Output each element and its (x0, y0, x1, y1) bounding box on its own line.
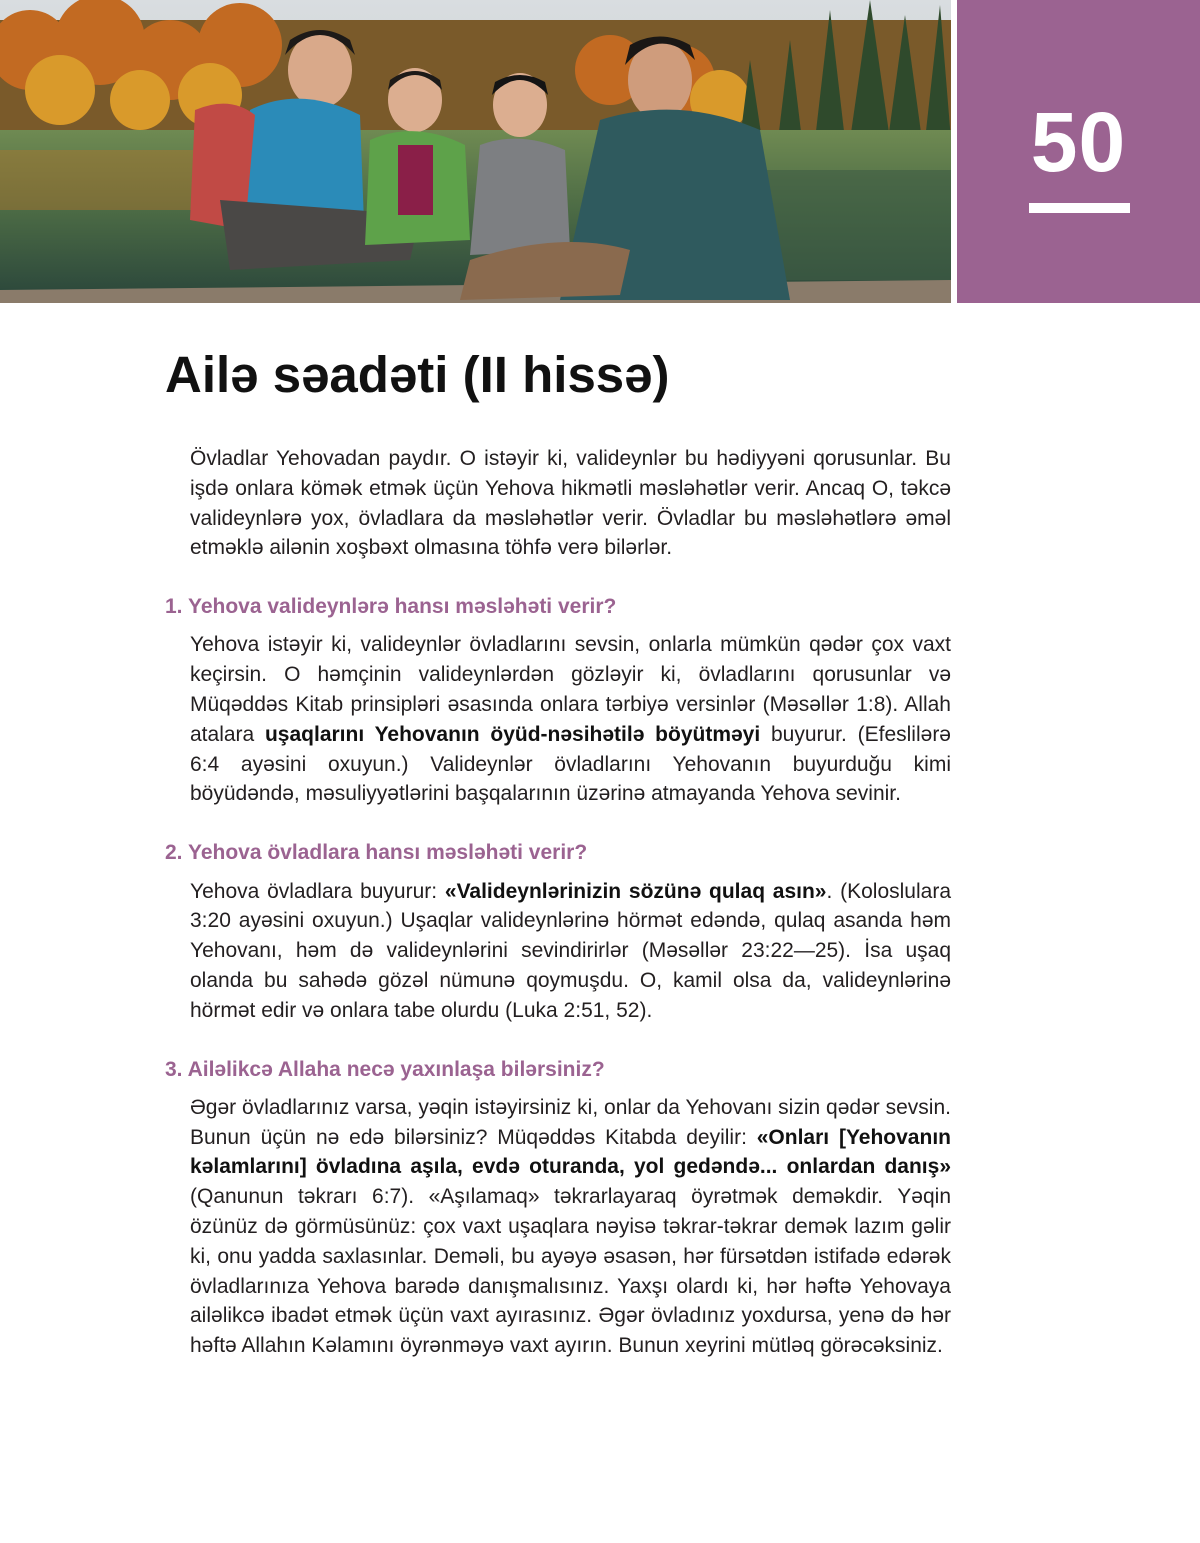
section-2 (165, 839, 951, 1025)
page-title: Ailə səadəti (II hissə) (165, 346, 670, 403)
answer-emphasis: «Valideynlərinizin sözünə qulaq asın» (444, 879, 827, 903)
answer-text: buyurur. (Efeslilərə 6:4 ayəsini oxuyun.) Valideynlər övladlarını Yehovanın buyurduğu kimi böyüdəndə, məsuliyyətlərini başqalarının üzərinə atmayanda Yehova sevinir. (190, 722, 951, 806)
lesson-content (165, 440, 951, 1361)
section-3 (165, 1056, 951, 1361)
answer-paragraph (190, 630, 951, 809)
answer-text: (Qanunun təkrarı 6:7). «Aşılamaq» təkrarlayaraq öyrətmək deməkdir. Yəqin özünüz də görmüsünüz: çox vaxt uşaqlara nəyisə təkrar-təkrar demək lazım gəlir ki, onu yadda saxlasınlar. Deməli, bu ayəyə əsasən, hər fürsətdən istifadə edərək övladlarınıza Yehova barədə danışmalısınız. Yaxşı olardı ki, hər həftə Yehovaya ailəlikcə ibadət etmək üçün vaxt ayırasınız. Əgər övladınız yoxdursa, yenə də hər həftə Allahın Kəlamını öyrənməyə vaxt ayırın. Bunun xeyrini mütləq görəcəksiniz. (190, 1185, 951, 1358)
section-1 (165, 593, 951, 809)
answer-text: Yehova övladlara buyurur: (190, 879, 445, 903)
family-photo-icon (0, 0, 951, 303)
lesson-number-underline (1029, 203, 1130, 213)
answer-emphasis: uşaqlarını Yehovanın öyüd-nəsihətilə böyütməyi (264, 722, 761, 746)
answer-paragraph (190, 1093, 951, 1361)
question-heading: 1. Yehova valideynlərə hansı məsləhəti verir? (165, 595, 617, 619)
intro-paragraph: Övladlar Yehovadan paydır. O istəyir ki, valideynlər bu hədiyyəni qorusunlar. Bu işdə onlara kömək etmək üçün Yehova hikmətli məsləhətlər verir. Ancaq O, təkcə valideynlərə yox, övladlara da məsləhətlər verir. Övladlar bu məsləhətlərə əməl etməklə ailənin xoşbəxt olmasına töhfə verə bilərlər. (190, 447, 951, 560)
question-heading: 3. Ailəlikcə Allaha necə yaxınlaşa bilərsiniz? (165, 1057, 605, 1081)
lesson-number-box (957, 0, 1200, 303)
answer-text: Əgər övladlarınız varsa, yəqin istəyirsiniz ki, onlar da Yehovanı sizin qədər sevsin. Bunun üçün nə edə bilərsiniz? Müqəddəs Kitabda deyilir: (190, 1095, 951, 1149)
answer-paragraph (190, 877, 951, 1026)
question-heading: 2. Yehova övladlara hansı məsləhəti verir? (165, 841, 588, 865)
lesson-number: 50 (1030, 95, 1127, 189)
hero-photo (0, 0, 951, 303)
answer-text: . (Koloslulara 3:20 ayəsini oxuyun.) Uşaqlar valideynlərinə hörmət edəndə, qulaq asanda həm Yehovanı, həm də valideynlərini sevindirirlər (Məsəllər 23:22—25). İsa uşaq olanda bu sahədə gözəl nümunə qoymuşdu. O, kamil olsa da, valideynlərinə hörmət edir və onlara tabe olurdu (Luka 2:51, 52). (190, 879, 951, 1022)
answer-text: Yehova istəyir ki, valideynlər övladlarını sevsin, onlarla mümkün qədər çox vaxt keçirsin. O həmçinin valideynlərdən gözləyir ki, övladlarını qorusunlar və Müqəddəs Kitab prinsipləri əsasında onlara tərbiyə versinlər (Məsəllər 1:8). Allah atalara (190, 633, 951, 746)
answer-emphasis: «Onları [Yehovanın kəlamlarını] övladına aşıla, evdə oturanda, yol gedəndə... onlardan danış» (190, 1125, 951, 1179)
